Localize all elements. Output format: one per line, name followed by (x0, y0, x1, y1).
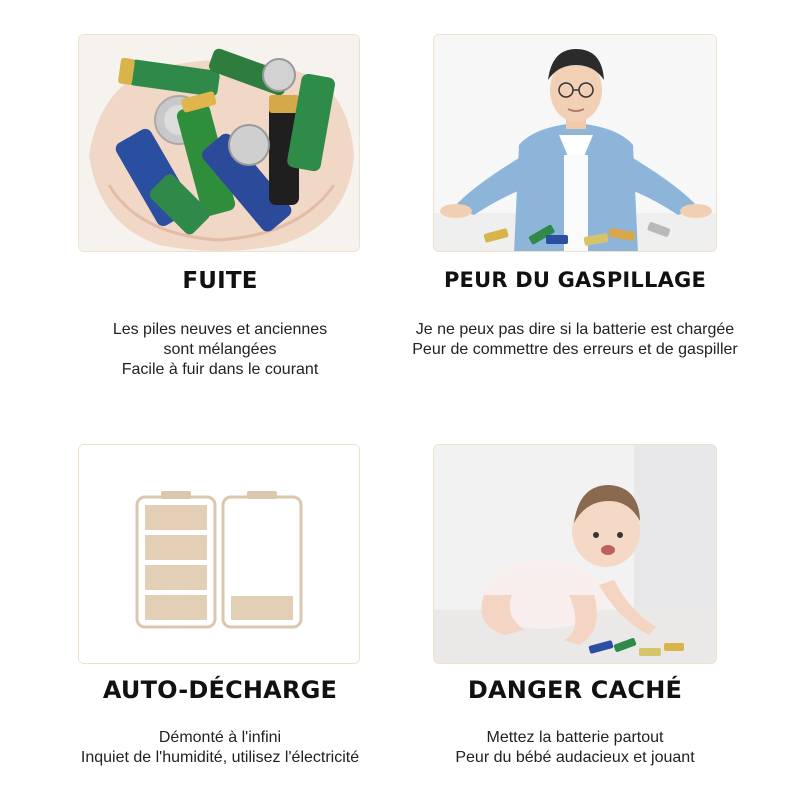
photo-confused-man (433, 34, 717, 252)
desc-line: Je ne peux pas dire si la batterie est chargée (415, 321, 735, 338)
desc-line: Démonté à l'infini (158, 729, 282, 746)
panel-title: PEUR DU GASPILLAGE (443, 268, 707, 292)
panel-description (365, 320, 785, 360)
desc-line: Les piles neuves et anciennes (112, 321, 328, 338)
panel-title: AUTO-DÉCHARGE (102, 676, 338, 704)
desc-line: Peur de commettre des erreurs et de gaspiller (412, 341, 738, 358)
photo-crawling-baby (433, 444, 717, 664)
battery-level-illustration (78, 444, 360, 664)
photo-hands-batteries (78, 34, 360, 252)
battery-full-icon (137, 491, 215, 627)
desc-line: Peur du bébé audacieux et jouant (455, 749, 695, 766)
desc-line: Facile à fuir dans le courant (121, 361, 319, 378)
panel-title: FUITE (182, 268, 258, 294)
desc-line: sont mélangées (163, 341, 277, 358)
panel-description (365, 728, 785, 768)
desc-line: Mettez la batterie partout (486, 729, 664, 746)
desc-line: Inquiet de l'humidité, utilisez l'électricité (80, 749, 360, 766)
panel-title: DANGER CACHÉ (467, 676, 683, 704)
